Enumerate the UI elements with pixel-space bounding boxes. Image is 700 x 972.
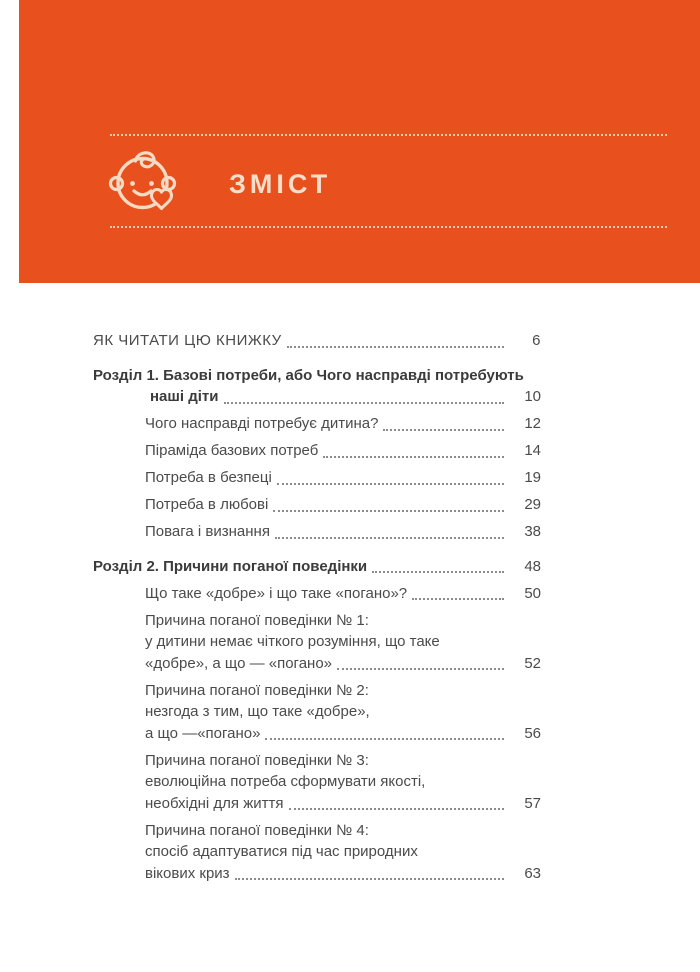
dot-leader <box>323 456 504 458</box>
toc-entry-title: еволюційна потреба сформувати якості, <box>145 773 426 790</box>
toc-entry <box>93 440 541 462</box>
dot-leader <box>277 483 504 485</box>
dot-leader <box>224 402 505 404</box>
toc-entry-title: ЯК ЧИТАТИ ЦЮ КНИЖКУ <box>93 332 282 349</box>
toc-entry-title: Причина поганої поведінки № 4: <box>145 821 369 839</box>
toc-entry-title: спосіб адаптуватися під час природних <box>145 843 418 860</box>
baby-face-icon <box>106 148 178 212</box>
dot-leader <box>265 738 504 740</box>
dot-leader <box>337 668 504 670</box>
dot-leader <box>235 878 504 880</box>
dot-leader <box>412 598 504 600</box>
dot-leader <box>287 346 504 348</box>
toc-entry-title: у дитини немає чіткого розуміння, що таке <box>145 633 440 650</box>
toc-entry <box>93 467 541 489</box>
toc-entry <box>93 521 541 543</box>
toc-entry-title: Розділ 2. Причини поганої поведінки <box>93 557 368 575</box>
dot-leader <box>275 537 504 539</box>
toc-entry-title: а що —«погано» <box>145 724 261 742</box>
toc-entry-title: Що таке «добре» і що таке «погано»? <box>145 584 408 602</box>
toc-entry <box>93 583 541 605</box>
page-title: ЗМІСТ <box>229 169 332 199</box>
toc-entry-title: вікових криз <box>145 864 230 882</box>
toc-page-number: 38 <box>524 523 541 540</box>
toc-page-number: 19 <box>524 469 541 486</box>
toc-entry <box>93 750 541 815</box>
toc-page-number: 29 <box>524 496 541 513</box>
toc-page-number: 50 <box>524 584 541 602</box>
toc-page-number: 52 <box>524 654 541 672</box>
toc-entry-title: Потреба в безпеці <box>145 469 272 486</box>
toc-page-number: 48 <box>524 557 541 575</box>
toc-entry <box>93 680 541 745</box>
toc-entry <box>93 820 541 885</box>
toc-entry-title: Повага і визнання <box>145 523 270 540</box>
toc-entry <box>93 413 541 435</box>
toc-entry-title: необхідні для життя <box>145 794 284 812</box>
toc-page-number: 10 <box>524 388 541 405</box>
dotted-rule-bottom <box>110 226 667 228</box>
toc-entry-title: Розділ 1. Базові потреби, або Чого насправді потребують <box>93 366 524 384</box>
dot-leader <box>273 510 504 512</box>
toc-entry-title: Потреба в любові <box>145 496 269 513</box>
toc-entry <box>93 330 541 352</box>
toc-entry-title: Причина поганої поведінки № 3: <box>145 751 369 769</box>
toc-entry-title: незгода з тим, що таке «добре», <box>145 703 370 720</box>
toc-entry <box>93 610 541 675</box>
dot-leader <box>372 571 504 573</box>
toc-entry-title: наші діти <box>150 388 219 405</box>
toc-page-number: 63 <box>524 864 541 882</box>
toc-page-number: 12 <box>524 415 541 432</box>
toc-entry-title: Чого насправді потребує дитина? <box>145 415 379 432</box>
dotted-rule-top <box>110 134 667 136</box>
toc-entry-title: Піраміда базових потреб <box>145 442 319 459</box>
toc-page-number: 56 <box>524 724 541 742</box>
toc-entry <box>93 494 541 516</box>
toc-entry-title: Причина поганої поведінки № 1: <box>145 611 369 629</box>
table-of-contents <box>93 330 541 890</box>
toc-entry <box>93 556 541 578</box>
toc-entry <box>93 365 541 408</box>
toc-page-number: 6 <box>532 332 541 349</box>
toc-page-number: 14 <box>524 442 541 459</box>
chapter-header <box>19 0 700 283</box>
toc-page-number: 57 <box>524 794 541 812</box>
toc-entry-title: Причина поганої поведінки № 2: <box>145 681 369 699</box>
toc-entry-title: «добре», а що — «погано» <box>145 654 333 672</box>
dot-leader <box>289 808 504 810</box>
dot-leader <box>383 429 504 431</box>
